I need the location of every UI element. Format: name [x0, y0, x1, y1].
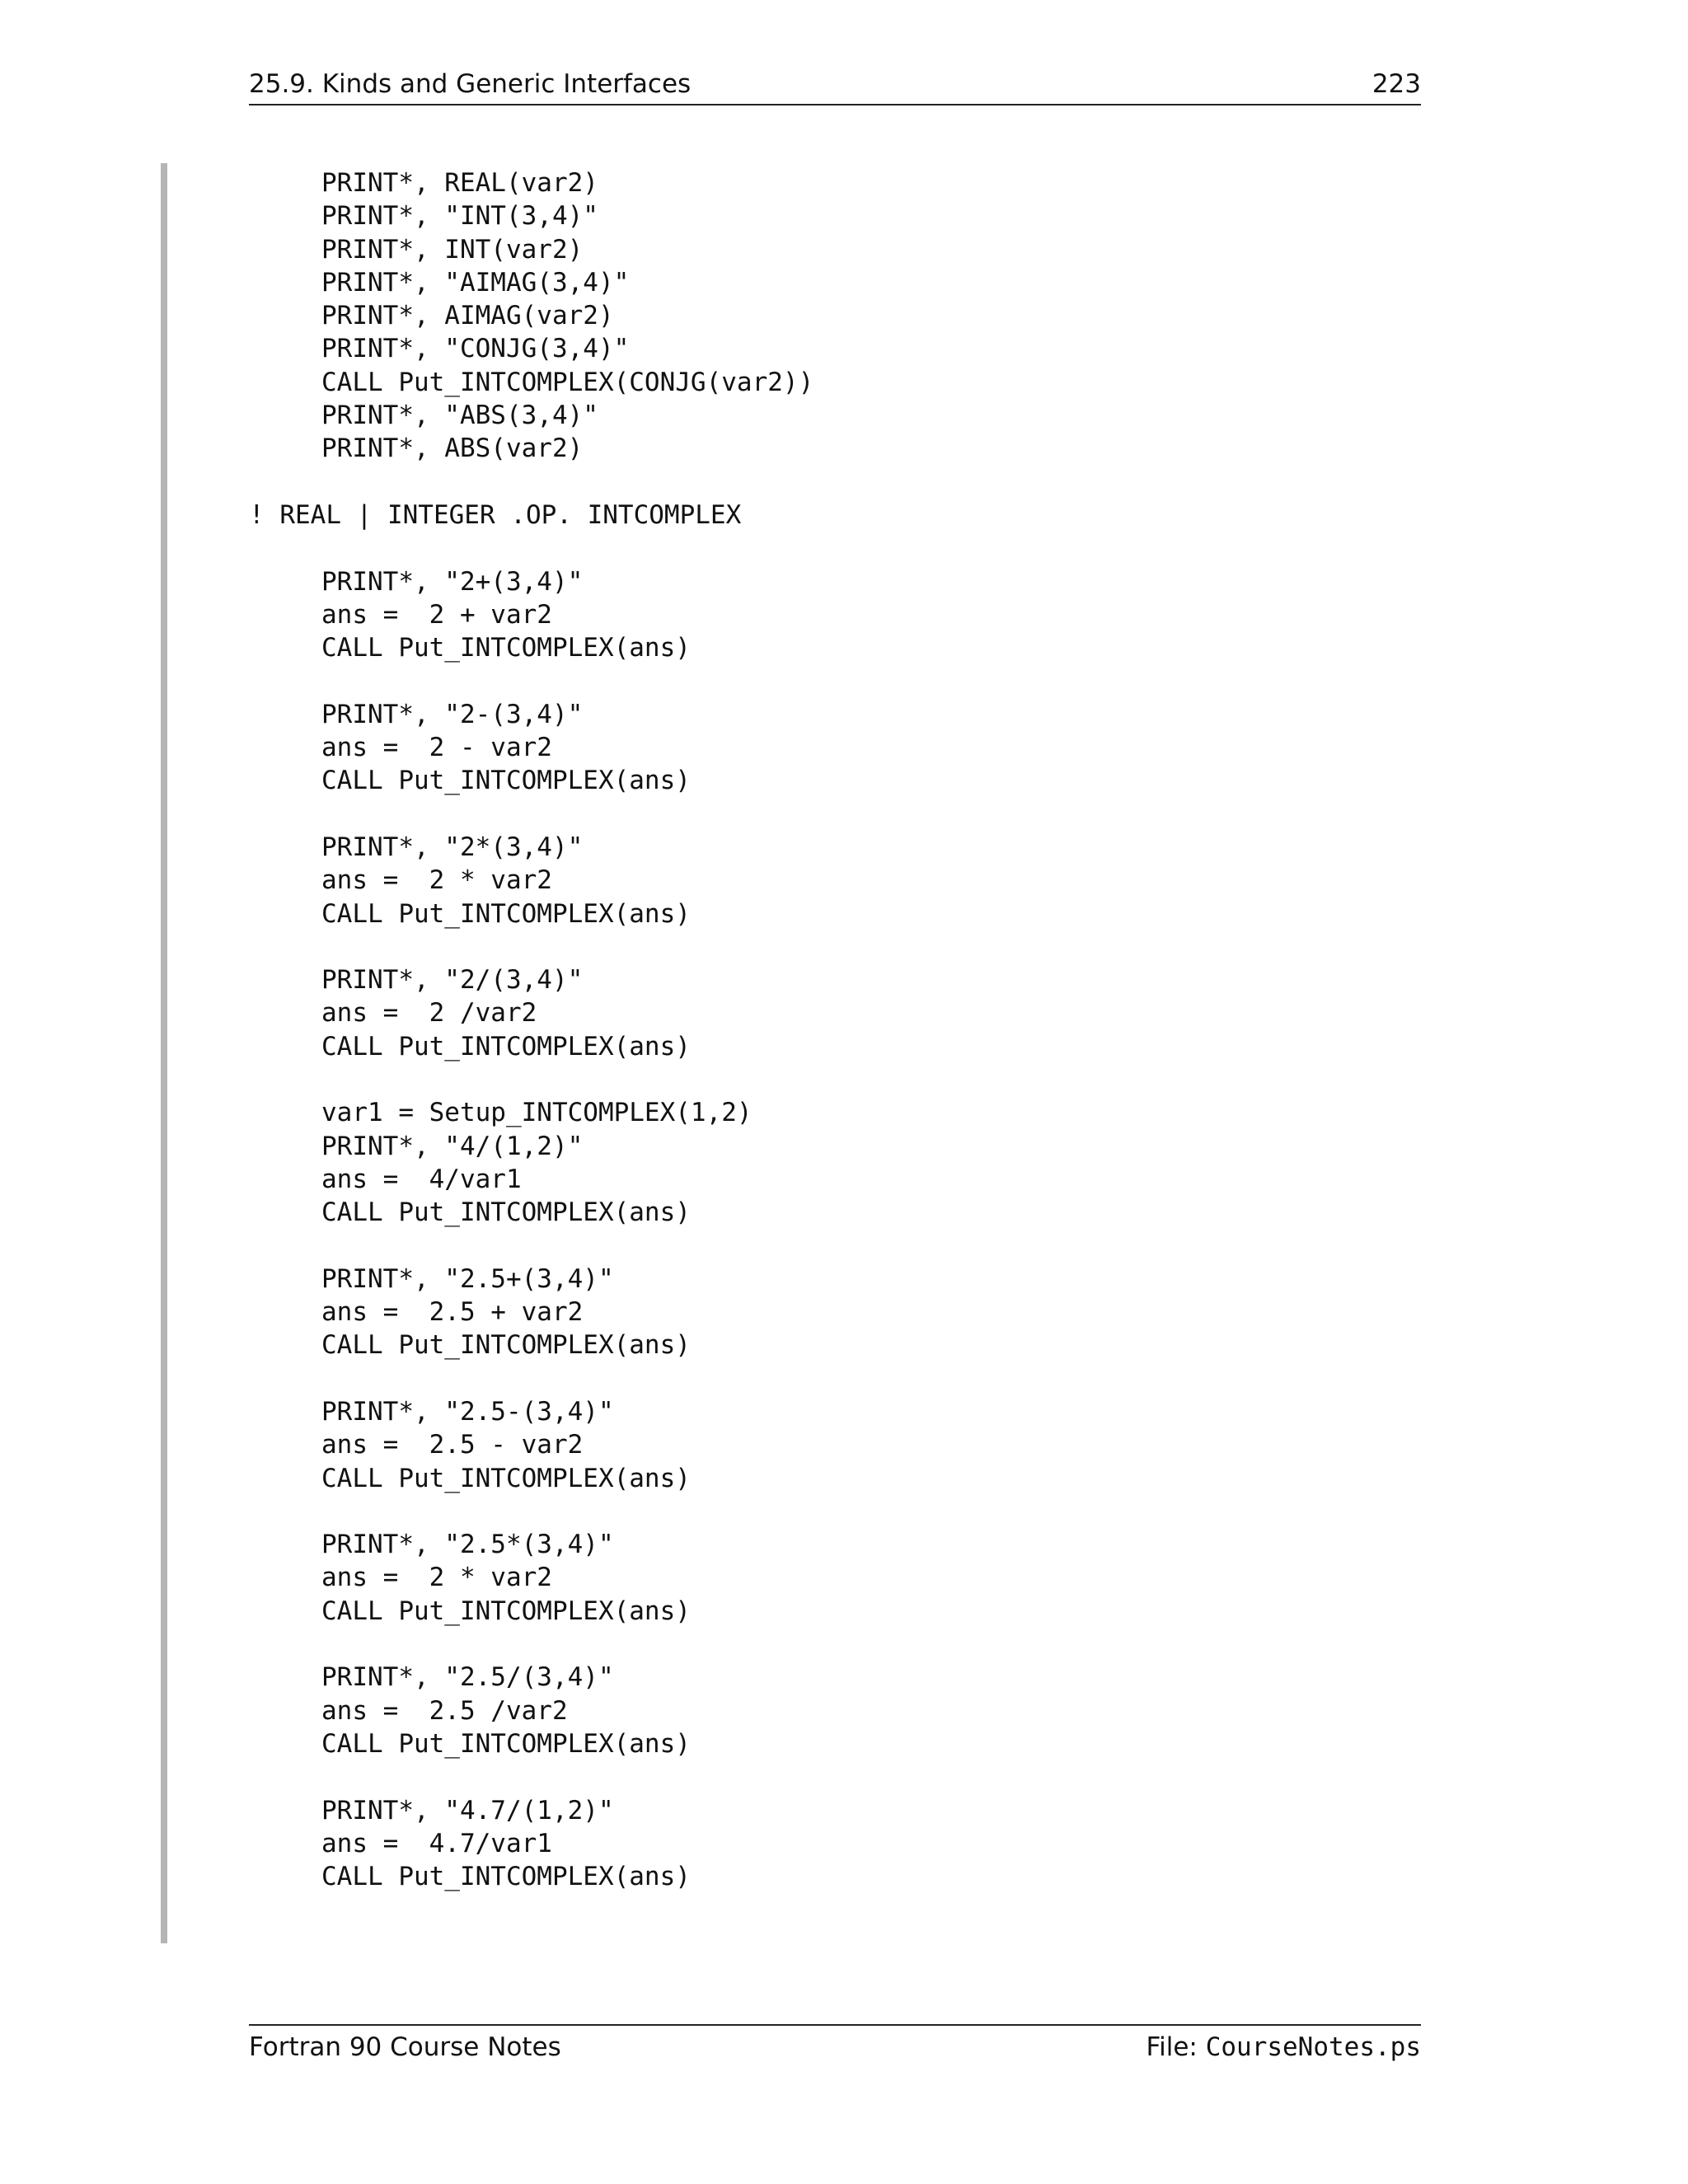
code-line: CALL Put_INTCOMPLEX(CONJG(var2)) — [321, 367, 814, 397]
code-line: CALL Put_INTCOMPLEX(ans) — [321, 1596, 691, 1626]
blank-line — [249, 798, 814, 831]
code-line: PRINT*, "4.7/(1,2)" — [321, 1795, 614, 1825]
code-line: PRINT*, "INT(3,4)" — [321, 201, 598, 232]
code-line: ans = 2 * var2 — [321, 1563, 552, 1593]
blank-line — [249, 1230, 814, 1263]
code-line: ans = 2 * var2 — [321, 865, 552, 896]
code-line: PRINT*, "ABS(3,4)" — [321, 401, 598, 431]
code-listing — [249, 166, 814, 1893]
code-line: PRINT*, "2.5+(3,4)" — [321, 1263, 614, 1294]
code-line: PRINT*, "AIMAG(3,4)" — [321, 267, 630, 298]
code-line: ans = 4.7/var1 — [321, 1828, 552, 1858]
blank-line — [249, 930, 814, 963]
footer-file-name: CourseNotes.ps — [1205, 2032, 1421, 2062]
code-line: ans = 2 - var2 — [321, 733, 552, 763]
code-margin-bar — [161, 163, 167, 1943]
code-line: CALL Put_INTCOMPLEX(ans) — [321, 1330, 691, 1361]
code-line: ans = 2.5 + var2 — [321, 1297, 584, 1328]
running-header — [249, 69, 1421, 105]
code-line: PRINT*, ABS(var2) — [321, 434, 584, 464]
code-line: ans = 4/var1 — [321, 1164, 522, 1194]
code-line: PRINT*, INT(var2) — [321, 234, 584, 265]
code-line: ! REAL | INTEGER .OP. INTCOMPLEX — [249, 499, 742, 530]
code-line: PRINT*, "2/(3,4)" — [321, 965, 584, 996]
blank-line — [249, 1362, 814, 1395]
code-line: CALL Put_INTCOMPLEX(ans) — [321, 1197, 691, 1228]
code-line: PRINT*, "4/(1,2)" — [321, 1131, 584, 1161]
code-line: CALL Put_INTCOMPLEX(ans) — [321, 1862, 691, 1892]
code-line: PRINT*, "CONJG(3,4)" — [321, 334, 630, 364]
page-number: 223 — [1372, 69, 1421, 99]
blank-line — [249, 1495, 814, 1528]
code-line: CALL Put_INTCOMPLEX(ans) — [321, 898, 691, 929]
blank-line — [249, 1760, 814, 1793]
footer-file — [1146, 2032, 1421, 2062]
code-line: ans = 2.5 - var2 — [321, 1430, 584, 1460]
blank-line — [249, 664, 814, 697]
code-line: CALL Put_INTCOMPLEX(ans) — [321, 766, 691, 796]
footer-title: Fortran 90 Course Notes — [249, 2032, 561, 2062]
blank-line — [249, 466, 814, 499]
code-line: PRINT*, REAL(var2) — [321, 168, 598, 198]
code-line: PRINT*, "2.5/(3,4)" — [321, 1662, 614, 1693]
code-line: PRINT*, "2*(3,4)" — [321, 832, 584, 862]
code-line: PRINT*, "2-(3,4)" — [321, 699, 584, 729]
code-line: ans = 2 + var2 — [321, 599, 552, 630]
code-line: CALL Put_INTCOMPLEX(ans) — [321, 1728, 691, 1759]
code-line: PRINT*, "2.5*(3,4)" — [321, 1530, 614, 1560]
footer-file-label: File: — [1146, 2032, 1206, 2062]
code-line: var1 = Setup_INTCOMPLEX(1,2) — [321, 1098, 753, 1128]
blank-line — [249, 532, 814, 565]
code-line: CALL Put_INTCOMPLEX(ans) — [321, 633, 691, 663]
code-line: PRINT*, AIMAG(var2) — [321, 301, 614, 331]
section-title: 25.9. Kinds and Generic Interfaces — [249, 69, 692, 99]
code-line: ans = 2.5 /var2 — [321, 1695, 568, 1726]
blank-line — [249, 1063, 814, 1096]
code-line: PRINT*, "2+(3,4)" — [321, 566, 584, 597]
blank-line — [249, 1628, 814, 1661]
code-line: PRINT*, "2.5-(3,4)" — [321, 1396, 614, 1427]
code-line: ans = 2 /var2 — [321, 998, 537, 1029]
code-line: CALL Put_INTCOMPLEX(ans) — [321, 1463, 691, 1493]
code-line: CALL Put_INTCOMPLEX(ans) — [321, 1031, 691, 1062]
running-footer — [249, 2024, 1421, 2062]
